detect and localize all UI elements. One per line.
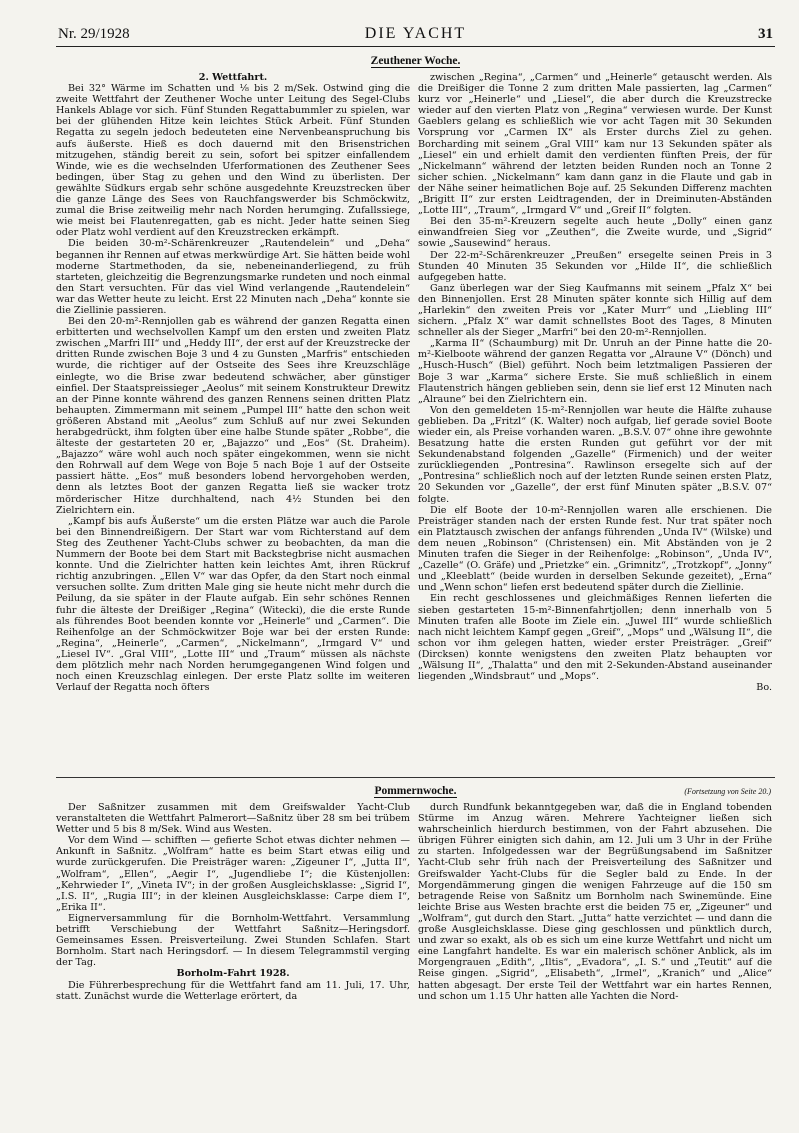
paragraph: Vor dem Wind — schifften — gefierte Schot etwas dichter nehmen — Ankunft in Saßnitz. „Wolfram“ hatte es beim Start etwas eilig und wurde zurückgerufen. Die Preisträger waren: „Zigeuner I“, „Jutta II“, „Wolfram“, „Ellen“, „Aegir I“, „Jugendliebe I“; die Küstenjollen: „Kehrwieder I“, „Vineta IV“; in der großen Ausgleichsklasse: „Sigrid I“, „I.S. II“, „Rugia III“; in der kleinen Ausgleichsklasse: Carpe diem I“, „Erika II“. <box>56 835 410 913</box>
paragraph: Die Führerbesprechung für die Wettfahrt fand am 11. Juli, 17. Uhr, statt. Zunächst wurde die Wetterlage erörtert, da <box>56 979 410 1002</box>
article-column-right <box>418 72 772 772</box>
section-title-zeuthen: Zeuthener Woche. <box>370 55 461 67</box>
paragraph: Ein recht geschlossenes und gleichmäßiges Rennen lieferten die sieben gestarteten 15-m²-Binnenfahrtjollen; denn innerhalb von 5 Minuten trafen alle Boote im Ziele ein. „Juwel III“ wurde schließlich nach nicht leichtem Kampf gegen „Greif“, „Mops“ und „Wälsung II“, die schon vor ihm gelegen hatten, wieder erster Preisträger. „Greif“ (Dircksen) konnte wenigstens den zweiten Platz behaupten vor „Wälsung II“, „Thalatta“ und den mit 2-Sekunden-Abstand auseinander liegenden „Windsbraut“ und „Mops“. <box>418 593 772 683</box>
paragraph: „Kampf bis aufs Äußerste“ um die ersten Plätze war auch die Parole bei den Binnendreißigern. Der Start war vom Richterstand auf dem Steg des Zeuthener Yacht-Clubs schwer zu beobachten, da man die Nummern der Boote bei dem Start mit Backstegbrise nicht ausmachen konnte. Und die Zielrichter hatten kein leichtes Amt, ihren Rückruf richtig anzubringen. „Ellen V“ war das Opfer, da den Start noch einmal versuchen sollte. Zum dritten Male ging sie heute nicht mehr durch die Peilung, da sie später in der Flaute aufgab. Ein sehr schönes Rennen fuhr die älteste der Dreißiger „Regina“ (Witecki), die die erste Runde als führendes Boot beenden konnte vor „Heinerle“ und „Carmen“. Die Reihenfolge an der Schmöckwitzer Boje war bei der ersten Runde: „Regina“, „Heinerle“, „Carmen“, „Nickelmann“, „Irmgard V“ und „Liesel IV“. „Gral VIII“, „Lotte III“ und „Traum“ müssen als nächste dem plötzlich mehr nach Norden herumgegangenen Wind folgen und noch einen Kreuzschlag einlegen. Der erste Platz sollte im weiteren Verlauf der Regatta noch öfters <box>56 515 410 694</box>
magazine-title: DIE YACHT <box>364 25 467 42</box>
paragraph: Der 22-m²-Schärenkreuzer „Preußen“ ersegelte seinen Preis in 3 Stunden 40 Minuten 35 Sekunden vor „Hilde II“, die schließlich aufgegeben hatte. <box>418 249 772 283</box>
article-column-left <box>56 72 410 772</box>
paragraph: Bei den 20-m²-Rennjollen gab es während der ganzen Regatta einen erbitterten und wechselvollen Kampf um den ersten und zweiten Platz zwischen „Marfri III“ und „Heddy III“, der erst auf der Kreuzstrecke der dritten Runde zwischen Boje 3 und 4 zu Gunsten „Marfris“ entschieden wurde, die richtiger auf der Ostseite des Sees ihre Kreuzschläge einlegte, wo die Brise zwar bedeutend schwächer, aber günstiger einfiel. Der Staatspreissieger „Aeolus“ mit seinem Konstrukteur Drewitz an der Pinne konnte während des ganzen Rennens seinen dritten Platz behaupten. Zimmermann mit seinem „Pumpel III“ hatte den schon weit größeren Abstand mit „Aeolus“ zum Schluß auf nur zwei Sekunden herabgedrückt, ihm folgten über eine halbe Stunde später „Robbe“, die älteste der gestarteten 20 er, „Bajazzo“ und „Eos“ (St. Draheim). „Bajazzo“ wäre wohl auch noch später eingekommen, wenn sie nicht den Rohrwall auf dem Wege von Boje 5 nach Boje 1 auf der Ostseite passiert hätte. „Eos“ muß besonders lobend hervorgehoben werden, denn als letztes Boot der ganzen Regatta ließ sie wacker trotz mörderischer Hitze durchhaltend, nach 4½ Stunden bei den Zielrichtern ein. <box>56 316 410 516</box>
article-column-right-2 <box>418 802 772 1122</box>
issue-number: Nr. 29/1928 <box>58 26 130 42</box>
paragraph: Eignerversammlung für die Bornholm-Wettfahrt. Versammlung betrifft Verschiebung der Wettfahrt Saßnitz—Heringsdorf. Gemeinsames Essen. Preisverteilung. Zwei Stunden Schlafen. Start Bornholm. Start nach Heringsdorf. — In diesem Telegrammstil verging der Tag. <box>56 912 410 969</box>
subheading: Borholm-Fahrt 1928. <box>176 968 290 980</box>
subheading: 2. Wettfahrt. <box>198 72 268 83</box>
section-divider <box>56 777 775 778</box>
paragraph: Die beiden 30-m²-Schärenkreuzer „Rautendelein“ und „Deha“ begannen ihr Rennen auf etwas merkwürdige Art. Sie hätten beide wohl moderne Startmethoden, da sie, nebeneinanderliegend, zu früh starteten, gleichzeitig die Begrenzungsmarke rundeten und noch einmal den Start versuchten. Für das viel Wind verlangende „Rautendelein“ war das Wetter heute zu leicht. Erst 22 Minuten nach „Deha“ konnte sie die Ziellinie passieren. <box>56 238 410 316</box>
article-column-left-2 <box>56 802 410 1122</box>
continued-note: (Fortsetzung von Seite 20.) <box>684 787 771 796</box>
paragraph: Der Saßnitzer zusammen mit dem Greifswalder Yacht-Club veranstalteten die Wettfahrt Palmerort—Saßnitz über 28 sm bei trübem Wetter und 5 bis 8 m/Sek. Wind aus Westen. <box>56 802 410 836</box>
author-signature: Bo. <box>756 682 772 694</box>
page-header <box>56 20 775 47</box>
paragraph: Die elf Boote der 10-m²-Rennjollen waren alle erschienen. Die Preisträger standen nach der ersten Runde fest. Nur trat später noch ein Platztausch zwischen der anfangs führenden „Unda IV“ (Wilske) und dem neuen „Robinson“ (Christensen) ein. Mit Abständen von je 2 Minuten trafen die Sieger in der Reihenfolge: „Robinson“, „Unda IV“, „Cazelle“ (O. Gräfe) und „Prietzke“ ein. „Grimnitz“, „Trotzkopf“, „Jonny“ und „Kleeblatt“ (beide wurden in derselben Sekunde gezeitet), „Erna“ und „Wenn schon“ liefen erst bedeutend später durch die Ziellinie. <box>418 504 772 594</box>
paragraph: „Karma II“ (Schaumburg) mit Dr. Unruh an der Pinne hatte die 20-m²-Kielboote während der ganzen Regatta vor „Alraune V“ (Dönch) und „Husch-Husch“ (Biel) geführt. Noch beim letztmaligen Passieren der Boje 3 war „Karma“ sichere Erste. Sie muß schließlich in einem Flautenstrich hängen geblieben sein, denn sie lief erst 12 Minuten nach „Alraune“ bei den Zielrichtern ein. <box>418 338 772 405</box>
paragraph: zwischen „Regina“, „Carmen“ und „Heinerle“ getauscht werden. Als die Dreißiger die Tonne 2 zum dritten Male passierten, lag „Carmen“ kurz vor „Heinerle“ und „Liesel“, die aber durch die Kreuzstrecke wieder auf den vierten Platz von „Regina“ verwiesen wurde. Der Kunst Gaeblers gelang es schließlich wie vor acht Tagen mit 30 Sekunden Vorsprung vor „Carmen IX“ als Erster durchs Ziel zu gehen. Borcharding mit seinem „Gral VIII“ kam nur 13 Sekunden später als „Liesel“ ein und erhielt damit den verdienten fünften Preis, der für „Nickelmann“ während der letzten beiden Runden noch an Tonne 2 sicher schien. „Nickelmann“ kam dann ganz in die Flaute und gab in der Nähe seiner heimatlichen Boje auf. 25 Sekunden Differenz machten „Brigitt II“ zur ersten Leidtragenden, der in Dreiminuten-Abständen „Lotte III“, „Traum“, „Irmgard V“ und „Greif II“ folgten. <box>418 72 772 217</box>
paragraph: durch Rundfunk bekanntgegeben war, daß die in England tobenden Stürme im Anzug wären. Mehrere Yachteigner ließen sich wahrscheinlich hierdurch bestimmen, von der Fahrt abzusehen. Die übrigen Führer einigten sich dahin, am 12. Juli um 3 Uhr in der Frühe zu starten. Infolgedessen war der Begrüßungsabend im Saßnitzer Yacht-Club sehr früh nach der Preisverteilung des Saßnitzer und Greifswalder Yacht-Clubs für die Segler bald zu Ende. In der Morgendämmerung gingen die wenigen Fahrzeuge auf die 150 sm betragende Reise von Saßnitz um Bornholm nach Swinemünde. Eine leichte Brise aus Westen brachte erst die beiden 75 er, „Zigeuner“ und „Wolfram“, gut durch den Start. „Jutta“ hatte verzichtet — und dann die große Ausgleichsklasse. Diese ging geschlossen und pünktlich durch, und zwar so exakt, als ob es sich um eine kurze Wettfahrt und nicht um eine Langfahrt handelte. Es war ein malerisch schöner Anblick, als im Morgengrauen „Edith“, „Iltis“, „Evadora“, „I. S.“ und „Teutit“ auf die Reise gingen. „Sigrid“, „Elisabeth“, „Irmel“, „Kranich“ und „Alice“ hatten abgesagt. Der erste Teil der Wettfahrt war ein hartes Rennen, und schon um 1.15 Uhr hatten alle Yachten die Nord- <box>418 802 772 1002</box>
paragraph: Bei 32° Wärme im Schatten und ⅛ bis 2 m/Sek. Ostwind ging die zweite Wettfahrt der Zeuthener Woche unter Leitung des Segel-Clubs Hankels Ablage vor sich. Fünf Stunden Regattabummler zu spielen, war bei der glühenden Hitze kein leichtes Stück Arbeit. Fünf Stunden Regatta zu segeln jedoch bedeuteten eine Nervenbeanspruchung bis aufs äußerste. Hieß es doch dauernd mit den Brisenstrichen mitzugehen, ständig bereit zu sein, sofort bei spitzer einfallendem Winde, wie es die wechselnden Uferformationen des Zeuthener Sees bedingen, über Stag zu gehen und den Wind zu überlisten. Der gewählte Südkurs ergab sehr schöne ausgedehnte Kreuzstrecken über die ganze Länge des Sees von Rauchfangswerder bis Schmöckwitz, zumal die Brise zeitweilig mehr nach Norden herumging. Zufallssiege, wie meist bei Flautenregatten, gab es nicht. Jeder hatte seinen Sieg oder Platz wohl verdient auf den Kreuzstrecken erkämpft. <box>56 83 410 239</box>
paragraph: Ganz überlegen war der Sieg Kaufmanns mit seinem „Pfalz X“ bei den Binnenjollen. Erst 28 Minuten später konnte sich Hillig auf dem „Harlekin“ den zweiten Preis vor „Kater Murr“ und „Liebling III“ sichern. „Pfalz X“ war damit schnellstes Boot des Tages, 8 Minuten schneller als der Sieger „Marfri“ bei den 20-m²-Rennjollen. <box>418 282 772 339</box>
page-number: 31 <box>758 26 773 42</box>
paragraph: Von den gemeldeten 15-m²-Rennjollen war heute die Hälfte zuhause geblieben. Da „Fritzl“ (K. Walter) noch aufgab, lief gerade soviel Boote wieder ein, als Preise vorhanden waren. „B.S.V. 07“ ohne ihre gewohnte Besatzung hatte die ersten Runden gut geführt vor der mit Sekundenabstand folgenden „Gazelle“ (Firmenich) und der weiter zurückliegenden „Pontresina“. Rawlinson ersegelte sich auf der „Pontresina“ schließlich noch auf der letzten Runde seinen ersten Platz, 20 Sekunden vor „Gazelle“, der erst fünf Minuten später „B.S.V. 07“ folgte. <box>418 404 772 505</box>
paragraph: Bei den 35-m²-Kreuzern segelte auch heute „Dolly“ einen ganz einwandfreien Sieg vor „Zeuthen“, die Zweite wurde, und „Sigrid“ sowie „Sausewind“ heraus. <box>418 216 772 250</box>
section-title-pommern: Pommernwoche. <box>374 785 457 797</box>
